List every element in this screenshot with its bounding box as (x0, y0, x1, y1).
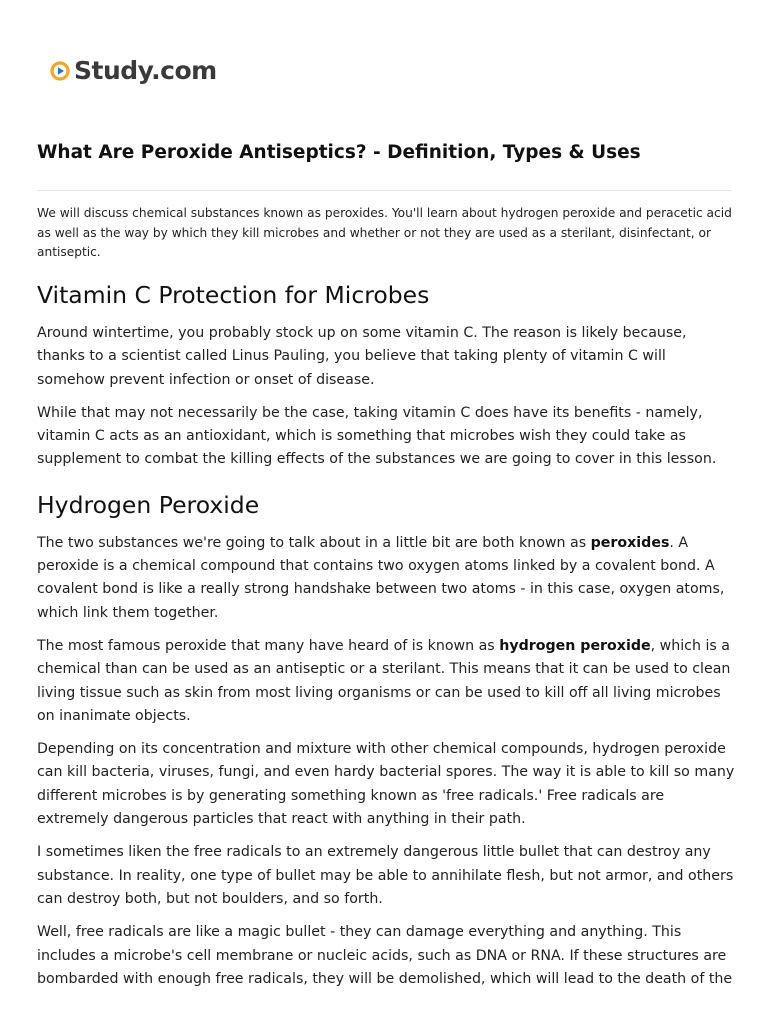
document-summary: We will discuss chemical substances known as peroxides. You'll learn about hydrogen peroxide and peracetic acid as well as the way by which they kill microbes and whether or not they are used as a sterilant, disinfectant, or antiseptic. (37, 206, 732, 259)
paragraph: I sometimes liken the free radicals to an extremely dangerous little bullet that can destroy any substance. In reality, one type of bullet may be able to annihilate flesh, but not armor, and others can destroy both, but not boulders, and so forth. (37, 844, 734, 907)
study-com-logo[interactable] (50, 56, 217, 86)
term-peroxides: peroxides (590, 534, 670, 551)
paragraph: The two substances we're going to talk about in a little bit are both known as peroxides. A peroxide is a chemical compound that contains two oxygen atoms linked by a covalent bond. A covalent bond is like a really strong handshake between two atoms - in this case, oxygen atoms, which link them together. (37, 534, 725, 621)
study-logo-icon (50, 61, 70, 81)
section-heading-hydrogen-peroxide: Hydrogen Peroxide (37, 490, 260, 519)
logo-text: Study.com (74, 56, 217, 85)
paragraph: While that may not necessarily be the case, taking vitamin C does have its benefits - namely, vitamin C acts as an antioxidant, which is something that microbes wish they could take as supplement to combat the killing effects of the substances we are going to cover in this lesson. (37, 404, 717, 468)
paragraph: Around wintertime, you probably stock up on some vitamin C. The reason is likely because, thanks to a scientist called Linus Pauling, you believe that taking plenty of vitamin C will somehow prevent infection or onset of disease. (37, 325, 687, 388)
article-content (37, 278, 737, 1001)
title-divider (37, 190, 732, 191)
paragraph: Depending on its concentration and mixture with other chemical compounds, hydrogen peroxide can kill bacteria, viruses, fungi, and even hardy bacterial spores. The way it is able to kill so many different microbes is by generating something known as 'free radicals.' Free radicals are extremely dangerous particles that react with anything in their path. (37, 741, 735, 828)
section-heading-vitamin-c: Vitamin C Protection for Microbes (37, 281, 430, 309)
paragraph: The most famous peroxide that many have heard of is known as hydrogen peroxide, which is a chemical than can be used as an antiseptic or a sterilant. This means that it can be used to clean living tissue such as skin from most living organisms or can be used to kill off all living microbes on inanimate objects. (37, 637, 731, 724)
term-hydrogen-peroxide: hydrogen peroxide (499, 637, 651, 654)
document-title: What Are Peroxide Antiseptics? - Definition, Types & Uses (37, 142, 641, 163)
paragraph: Well, free radicals are like a magic bullet - they can damage everything and anything. This includes a microbe's cell membrane or nucleic acids, such as DNA or RNA. If these structures are bombarded with enough free radicals, they will be demolished, which will lead to the death of the (37, 924, 733, 987)
